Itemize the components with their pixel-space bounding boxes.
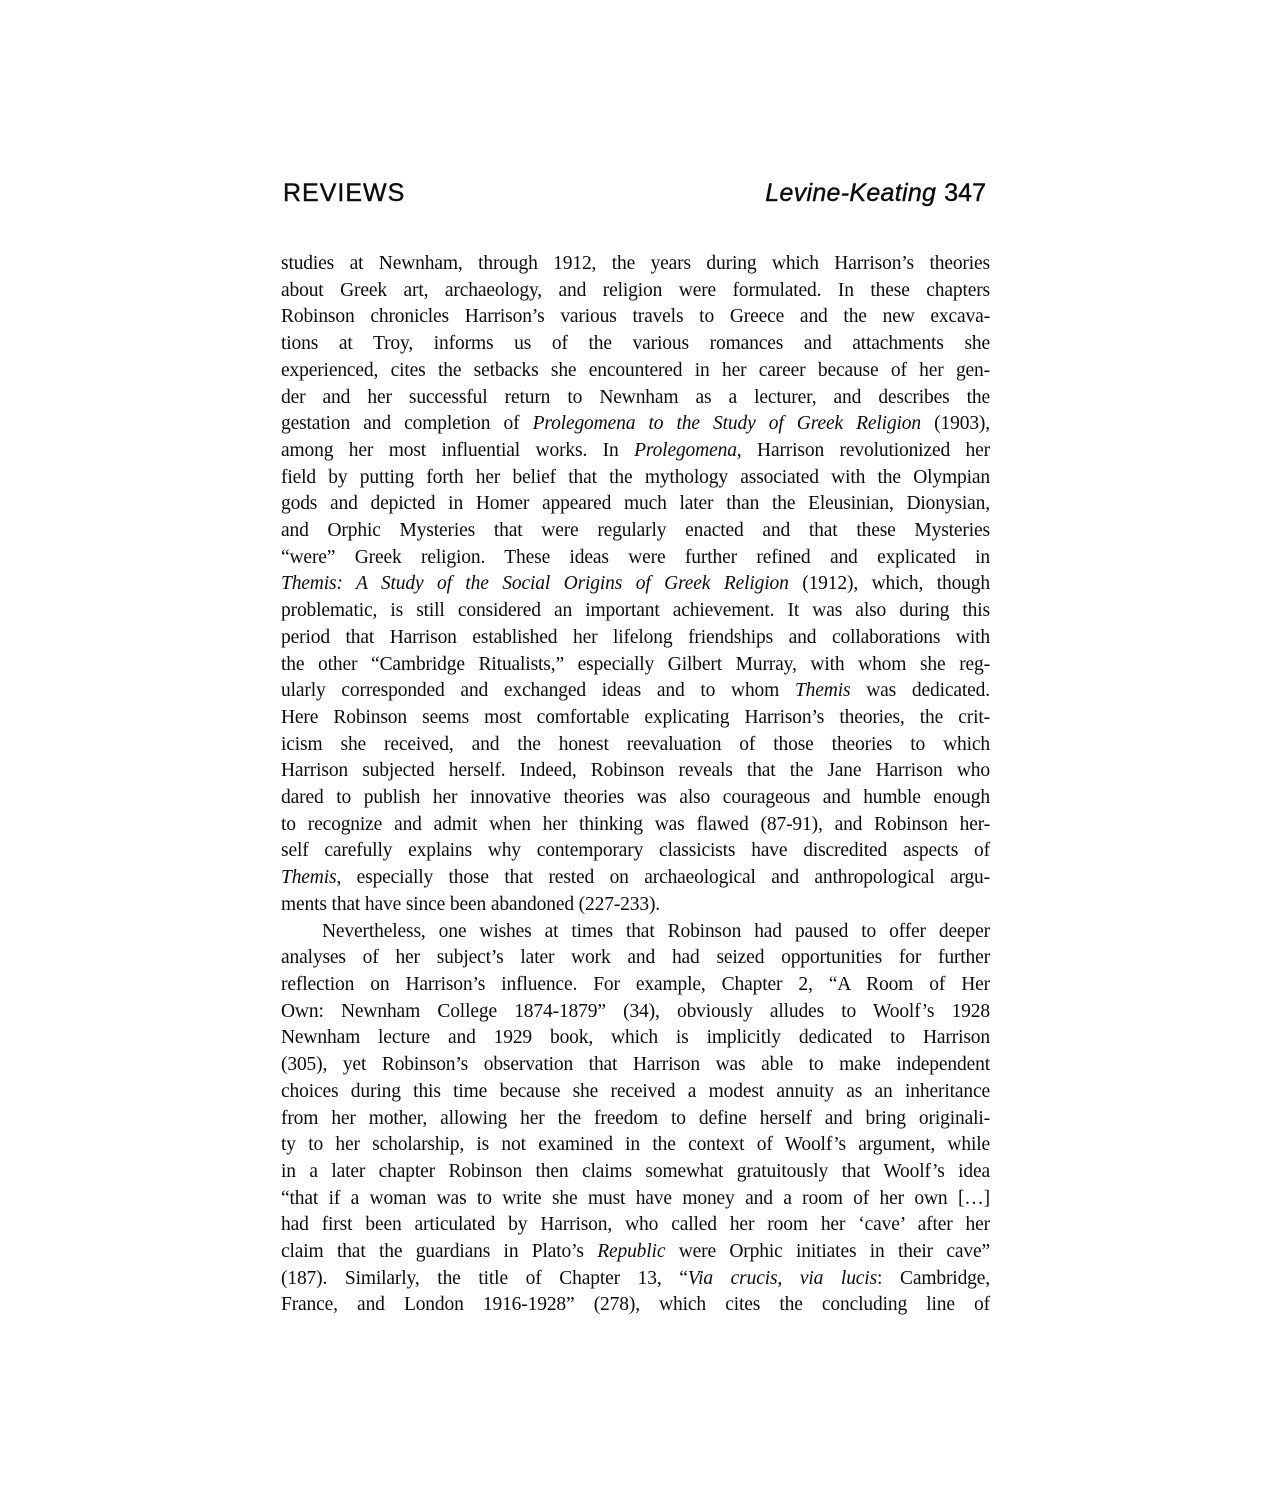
text-line: Themis: A Study of the Social Origins of Greek Religion (1912), which, though	[281, 573, 990, 595]
text-line: experienced, cites the setbacks she encountered in her career because of her gen-	[281, 359, 990, 381]
text-line: studies at Newnham, through 1912, the years during which Harrison’s theories	[281, 253, 990, 274]
text-line: “were” Greek religion. These ideas were further refined and explicated in	[281, 546, 990, 568]
text-line: der and her successful return to Newnham as a lecturer, and describes the	[281, 386, 990, 408]
text-line: Newnham lecture and 1929 book, which is implicitly dedicated to Harrison	[281, 1027, 990, 1049]
text-line: problematic, is still considered an important achievement. It was also during this	[281, 600, 990, 622]
text-line: Nevertheless, one wishes at times that Robinson had paused to offer deeper	[322, 920, 990, 942]
text-line: ments that have since been abandoned (227-233).	[281, 893, 661, 915]
text-line: in a later chapter Robinson then claims somewhat gratuitously that Woolf’s idea	[281, 1160, 990, 1182]
text-line: dared to publish her innovative theories was also courageous and humble enough	[281, 787, 990, 809]
running-head-author: Levine-Keating	[765, 179, 937, 207]
text-line: (305), yet Robinson’s observation that Harrison was able to make independent	[281, 1054, 990, 1076]
text-line: to recognize and admit when her thinking was flawed (87-91), and Robinson her-	[281, 813, 990, 835]
text-line: gestation and completion of Prolegomena to the Study of Greek Religion (1903),	[281, 413, 990, 435]
text-line: period that Harrison established her lifelong friendships and collaborations with	[281, 626, 990, 648]
text-line: from her mother, allowing her the freedom to define herself and bring originali-	[281, 1107, 990, 1129]
text-line: tions at Troy, informs us of the various romances and attachments she	[281, 333, 990, 355]
text-line: analyses of her subject’s later work and had seized opportunities for further	[281, 947, 990, 969]
text-line: Here Robinson seems most comfortable explicating Harrison’s theories, the crit-	[281, 706, 990, 728]
section-title: REVIEWS	[283, 179, 406, 207]
text-line: among her most influential works. In Prolegomena, Harrison revolutionized her	[281, 439, 990, 461]
text-line: gods and depicted in Homer appeared much later than the Eleusinian, Dionysian,	[281, 493, 990, 515]
text-line: ty to her scholarship, is not examined in the context of Woolf’s argument, while	[281, 1134, 990, 1156]
text-line: Themis, especially those that rested on archaeological and anthropological argu-	[281, 867, 990, 889]
text-line: (187). Similarly, the title of Chapter 13, “Via crucis, via lucis: Cambridge,	[281, 1267, 991, 1289]
text-line: reflection on Harrison’s influence. For example, Chapter 2, “A Room of Her	[281, 973, 990, 995]
body-text	[281, 251, 990, 1319]
text-line: the other “Cambridge Ritualists,” especially Gilbert Murray, with whom she reg-	[281, 653, 990, 675]
text-line: Robinson chronicles Harrison’s various travels to Greece and the new excava-	[281, 306, 990, 328]
text-line: icism she received, and the honest reevaluation of those theories to which	[281, 733, 990, 755]
text-line: ularly corresponded and exchanged ideas and to whom Themis was dedicated.	[281, 680, 990, 702]
text-line: self carefully explains why contemporary classicists have discredited aspects of	[281, 840, 990, 862]
text-line: field by putting forth her belief that the mythology associated with the Olympian	[281, 466, 990, 488]
text-line: about Greek art, archaeology, and religion were formulated. In these chapters	[281, 279, 990, 301]
text-line: Own: Newnham College 1874-1879” (34), obviously alludes to Woolf’s 1928	[281, 1000, 990, 1022]
running-head	[765, 181, 986, 206]
text-line: choices during this time because she received a modest annuity as an inheritance	[281, 1080, 990, 1102]
text-line: claim that the guardians in Plato’s Republic were Orphic initiates in their cave”	[281, 1241, 990, 1263]
page-number: 347	[944, 179, 986, 207]
page-header	[283, 181, 986, 206]
text-line: had first been articulated by Harrison, who called her room her ‘cave’ after her	[281, 1214, 990, 1236]
text-line: “that if a woman was to write she must have money and a room of her own […]	[281, 1187, 990, 1209]
text-line: France, and London 1916-1928” (278), which cites the concluding line of	[281, 1294, 990, 1316]
text-line: and Orphic Mysteries that were regularly enacted and that these Mysteries	[281, 520, 990, 542]
text-line: Harrison subjected herself. Indeed, Robinson reveals that the Jane Harrison who	[281, 760, 990, 782]
